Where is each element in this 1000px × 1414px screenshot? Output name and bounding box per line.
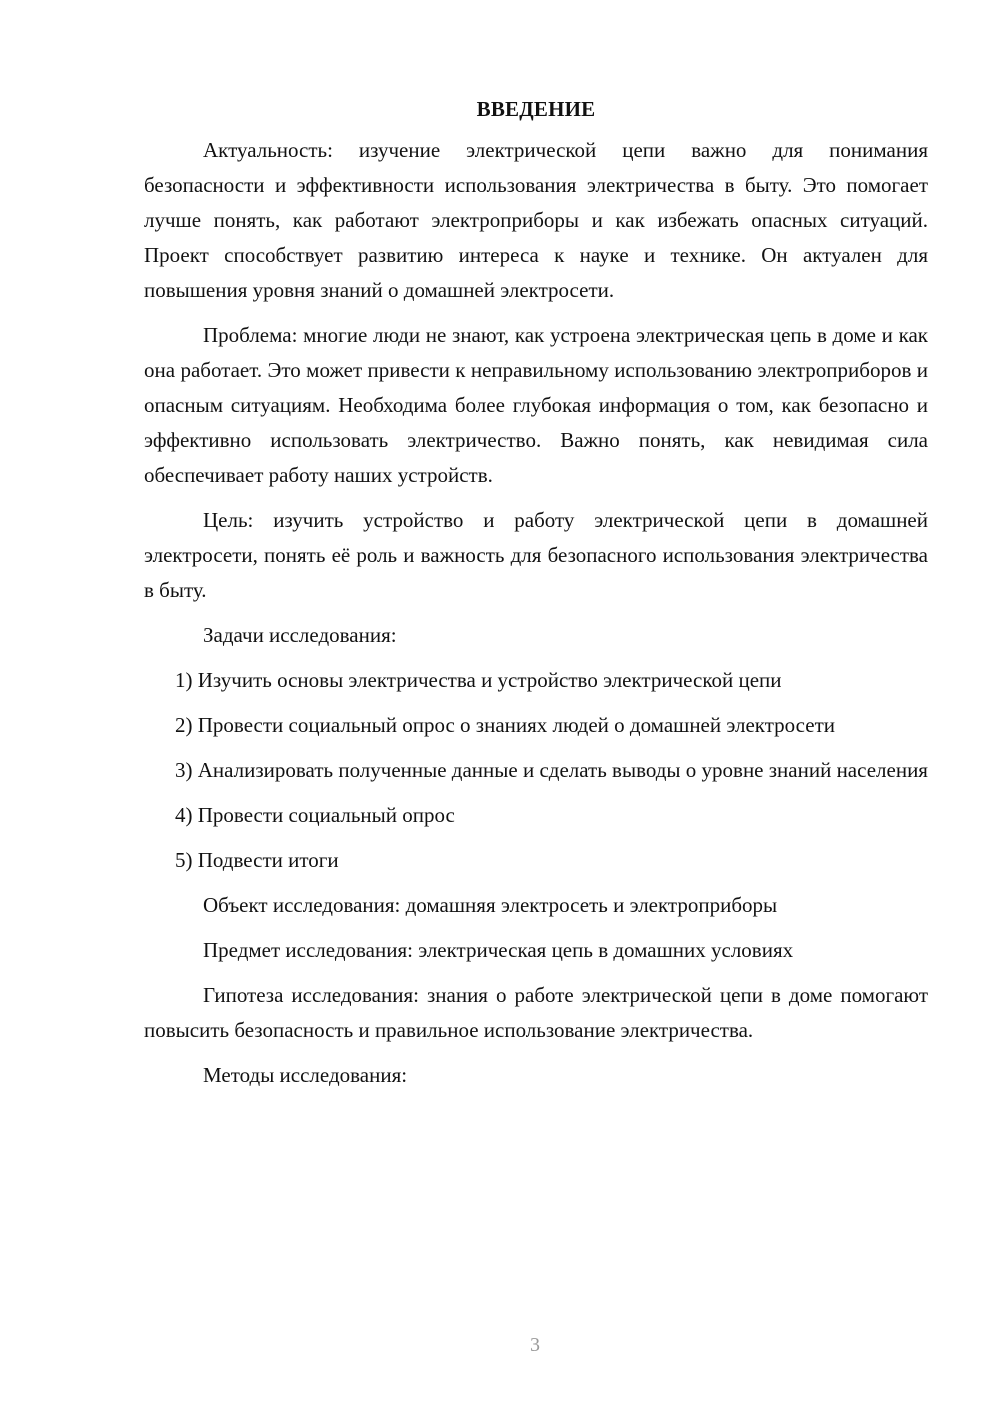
subject-paragraph: Предмет исследования: электрическая цепь в домашних условиях: [203, 938, 794, 962]
list-item: 4) Провести социальный опрос: [175, 803, 455, 827]
page-content: [144, 92, 928, 1103]
list-item: 5) Подвести итоги: [175, 848, 339, 872]
problem-paragraph: Проблема: многие люди не знают, как устроена электрическая цепь в доме и как она работает. Это может привести к неправильному использованию электроприборов и опасным ситуациям. Необходима более глубокая информация о том, как безопасно и эффективно использовать электричество. Важно понять, как невидимая сила обеспечивает работу наших устройств.: [144, 323, 928, 487]
section-title: ВВЕДЕНИЕ: [476, 97, 596, 121]
list-item: 3) Анализировать полученные данные и сделать выводы о уровне знаний населения: [175, 758, 928, 782]
object-paragraph: Объект исследования: домашняя электросеть и электроприборы: [203, 893, 778, 917]
hypothesis-paragraph: Гипотеза исследования: знания о работе электрической цепи в доме помогают повысить безопасность и правильное использование электричества.: [144, 983, 928, 1042]
page-number: 3: [530, 1334, 540, 1356]
list-item: 1) Изучить основы электричества и устройство электрической цепи: [175, 668, 782, 692]
methods-heading: Методы исследования:: [203, 1063, 408, 1087]
goal-paragraph: Цель: изучить устройство и работу электрической цепи в домашней электросети, понять её роль и важность для безопасного использования электричества в быту.: [144, 508, 928, 602]
list-item: 2) Провести социальный опрос о знаниях людей о домашней электросети: [175, 713, 835, 737]
relevance-paragraph: Актуальность: изучение электрической цепи важно для понимания безопасности и эффективности использования электричества в быту. Это помогает лучше понять, как работают электроприборы и как избежать опасных ситуаций. Проект способствует развитию интереса к науке и технике. Он актуален для повышения уровня знаний о домашней электросети.: [144, 138, 928, 302]
tasks-list: [144, 663, 928, 878]
tasks-heading: Задачи исследования:: [203, 623, 397, 647]
